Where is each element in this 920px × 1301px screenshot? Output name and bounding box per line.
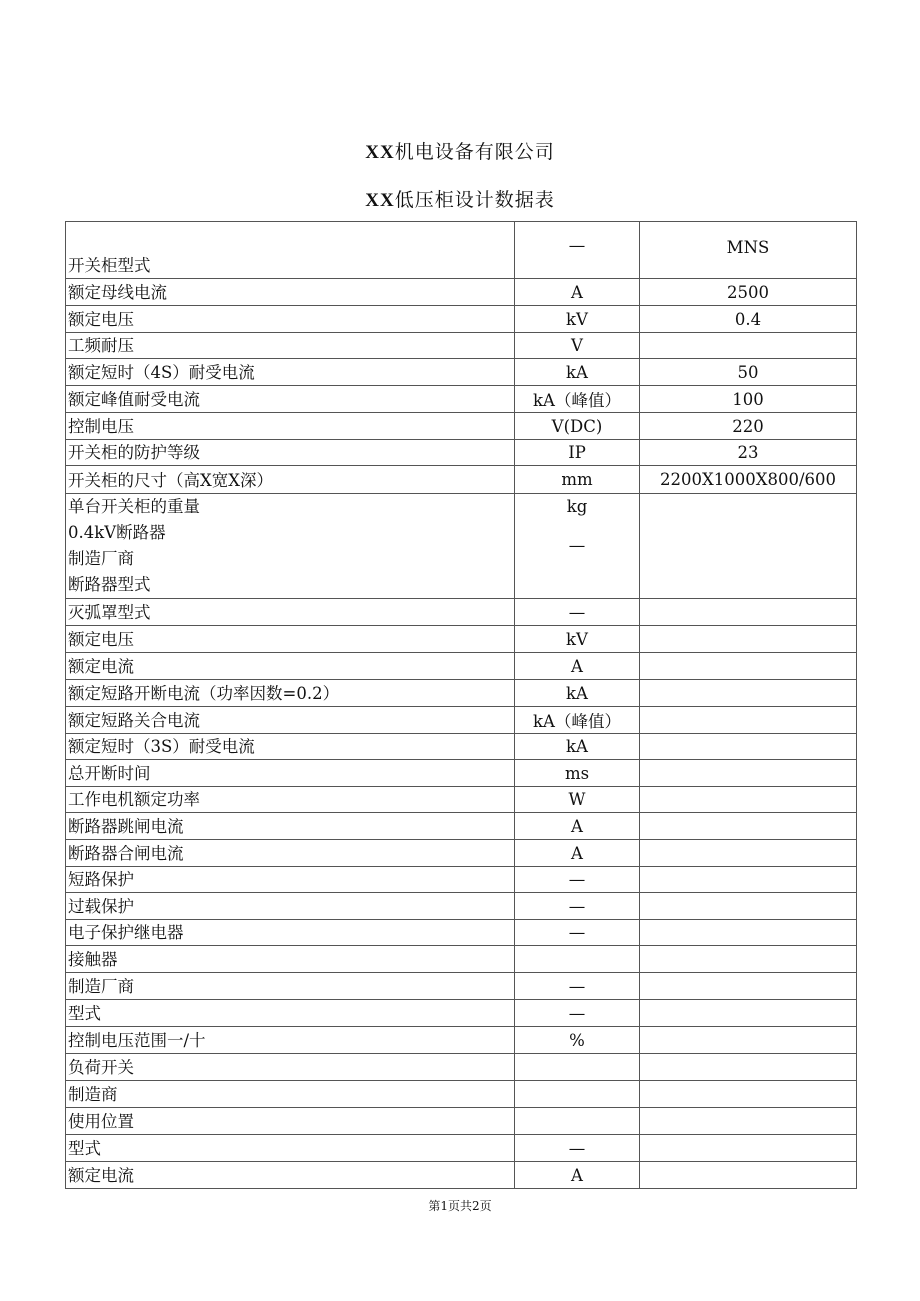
unit-cell: kV xyxy=(515,626,640,653)
company-prefix: XX xyxy=(365,142,395,163)
value-cell xyxy=(640,1108,857,1135)
table-row xyxy=(66,840,857,867)
unit-cell xyxy=(515,494,640,599)
unit-cell: % xyxy=(515,1027,640,1054)
table-row xyxy=(66,1135,857,1162)
parameter-cell: 负荷开关 xyxy=(66,1054,515,1081)
unit-cell: A xyxy=(515,1162,640,1189)
parameter-cell: 额定电流 xyxy=(66,1162,515,1189)
table-row xyxy=(66,680,857,707)
value-cell xyxy=(640,946,857,973)
table-row xyxy=(66,386,857,413)
unit-cell xyxy=(515,946,640,973)
unit-cell: — xyxy=(515,599,640,626)
table-row xyxy=(66,946,857,973)
unit-cell: — xyxy=(515,222,640,279)
table-row xyxy=(66,787,857,813)
unit-cell: kA（峰值） xyxy=(515,707,640,734)
value-cell xyxy=(640,840,857,867)
unit-line: — xyxy=(568,536,586,555)
parameter-cell: 额定峰值耐受电流 xyxy=(66,386,515,413)
parameter-line: 断路器型式 xyxy=(68,575,151,594)
table-row xyxy=(66,222,857,279)
parameter-cell xyxy=(66,494,515,599)
design-data-table xyxy=(65,221,857,1189)
parameter-cell: 额定电压 xyxy=(66,306,515,333)
value-cell xyxy=(640,920,857,946)
doc-prefix: XX xyxy=(365,190,395,211)
parameter-cell: 控制电压范围一/十 xyxy=(66,1027,515,1054)
table-row xyxy=(66,279,857,306)
parameter-cell: 短路保护 xyxy=(66,867,515,893)
unit-cell: — xyxy=(515,893,640,920)
value-cell xyxy=(640,787,857,813)
table-row xyxy=(66,920,857,946)
parameter-cell: 制造厂商 xyxy=(66,973,515,1000)
parameter-cell: 开关柜的防护等级 xyxy=(66,440,515,466)
table-row xyxy=(66,653,857,680)
value-cell xyxy=(640,1081,857,1108)
unit-cell: V xyxy=(515,333,640,359)
unit-cell: — xyxy=(515,1000,640,1027)
value-cell xyxy=(640,893,857,920)
unit-cell: kA xyxy=(515,359,640,386)
parameter-cell: 额定电流 xyxy=(66,653,515,680)
table-row xyxy=(66,413,857,440)
unit-cell: IP xyxy=(515,440,640,466)
value-cell: 220 xyxy=(640,413,857,440)
parameter-cell: 制造商 xyxy=(66,1081,515,1108)
value-cell xyxy=(640,973,857,1000)
unit-cell: mm xyxy=(515,466,640,494)
unit-cell: kA xyxy=(515,734,640,760)
document-title xyxy=(0,185,920,212)
unit-cell: A xyxy=(515,653,640,680)
table-body xyxy=(66,222,857,1189)
doc-title-text: 低压柜设计数据表 xyxy=(394,189,555,211)
table-row xyxy=(66,734,857,760)
parameter-cell: 灭弧罩型式 xyxy=(66,599,515,626)
value-cell xyxy=(640,867,857,893)
table-row xyxy=(66,707,857,734)
parameter-cell: 额定短路关合电流 xyxy=(66,707,515,734)
table-row xyxy=(66,359,857,386)
table-row xyxy=(66,440,857,466)
unit-cell: — xyxy=(515,973,640,1000)
parameter-cell: 使用位置 xyxy=(66,1108,515,1135)
unit-cell xyxy=(515,1054,640,1081)
table-row xyxy=(66,893,857,920)
parameter-cell: 电子保护继电器 xyxy=(66,920,515,946)
value-cell xyxy=(640,1135,857,1162)
parameter-cell: 断路器合闸电流 xyxy=(66,840,515,867)
value-cell xyxy=(640,1054,857,1081)
page-footer: 第1页共2页 xyxy=(428,1199,492,1213)
unit-cell: — xyxy=(515,1135,640,1162)
parameter-cell: 工频耐压 xyxy=(66,333,515,359)
unit-cell: V(DC) xyxy=(515,413,640,440)
parameter-line: 单台开关柜的重量 xyxy=(68,497,200,516)
unit-line: kg xyxy=(566,497,588,516)
parameter-cell: 型式 xyxy=(66,1000,515,1027)
table-row xyxy=(66,494,857,599)
parameter-cell: 过载保护 xyxy=(66,893,515,920)
value-cell: 2500 xyxy=(640,279,857,306)
parameter-cell: 总开断时间 xyxy=(66,760,515,787)
table-row xyxy=(66,599,857,626)
value-cell xyxy=(640,333,857,359)
table-row xyxy=(66,1054,857,1081)
company-name: 机电设备有限公司 xyxy=(394,141,555,163)
value-cell: 100 xyxy=(640,386,857,413)
value-cell: 23 xyxy=(640,440,857,466)
table-row xyxy=(66,760,857,787)
value-cell xyxy=(640,653,857,680)
unit-cell: kA xyxy=(515,680,640,707)
parameter-cell: 型式 xyxy=(66,1135,515,1162)
value-cell xyxy=(640,599,857,626)
table-row xyxy=(66,333,857,359)
value-cell: 2200X1000X800/600 xyxy=(640,466,857,494)
unit-cell: ms xyxy=(515,760,640,787)
unit-cell xyxy=(515,1108,640,1135)
parameter-cell: 控制电压 xyxy=(66,413,515,440)
value-cell: MNS xyxy=(640,222,857,279)
value-cell xyxy=(640,813,857,840)
unit-cell: — xyxy=(515,867,640,893)
unit-cell xyxy=(515,1081,640,1108)
table-row xyxy=(66,813,857,840)
value-cell xyxy=(640,707,857,734)
table-row xyxy=(66,466,857,494)
table-row xyxy=(66,1162,857,1189)
value-cell xyxy=(640,1027,857,1054)
value-cell xyxy=(640,626,857,653)
value-cell xyxy=(640,760,857,787)
parameter-cell: 工作电机额定功率 xyxy=(66,787,515,813)
parameter-cell: 开关柜的尺寸（高X宽X深） xyxy=(66,466,515,494)
unit-cell: kA（峰值） xyxy=(515,386,640,413)
table-row xyxy=(66,1027,857,1054)
company-title xyxy=(0,137,920,164)
parameter-cell: 开关柜型式 xyxy=(66,222,515,279)
unit-cell: W xyxy=(515,787,640,813)
unit-cell: A xyxy=(515,840,640,867)
value-cell xyxy=(640,1162,857,1189)
parameter-cell: 额定短时（3S）耐受电流 xyxy=(66,734,515,760)
value-cell xyxy=(640,494,857,599)
value-cell xyxy=(640,680,857,707)
unit-cell: A xyxy=(515,279,640,306)
parameter-cell: 断路器跳闸电流 xyxy=(66,813,515,840)
unit-cell: — xyxy=(515,920,640,946)
table-row xyxy=(66,867,857,893)
table-row xyxy=(66,306,857,333)
parameter-line: 制造厂商 xyxy=(68,549,134,568)
parameter-cell: 接触器 xyxy=(66,946,515,973)
parameter-cell: 额定短路开断电流（功率因数=0.2） xyxy=(66,680,515,707)
unit-cell: kV xyxy=(515,306,640,333)
value-cell xyxy=(640,1000,857,1027)
table-row xyxy=(66,973,857,1000)
parameter-cell: 额定母线电流 xyxy=(66,279,515,306)
parameter-cell: 额定短时（4S）耐受电流 xyxy=(66,359,515,386)
value-cell: 0.4 xyxy=(640,306,857,333)
table-row xyxy=(66,626,857,653)
parameter-cell: 额定电压 xyxy=(66,626,515,653)
value-cell: 50 xyxy=(640,359,857,386)
table-row xyxy=(66,1108,857,1135)
parameter-line: 0.4kV断路器 xyxy=(68,523,166,542)
unit-cell: A xyxy=(515,813,640,840)
value-cell xyxy=(640,734,857,760)
table-row xyxy=(66,1081,857,1108)
table-row xyxy=(66,1000,857,1027)
